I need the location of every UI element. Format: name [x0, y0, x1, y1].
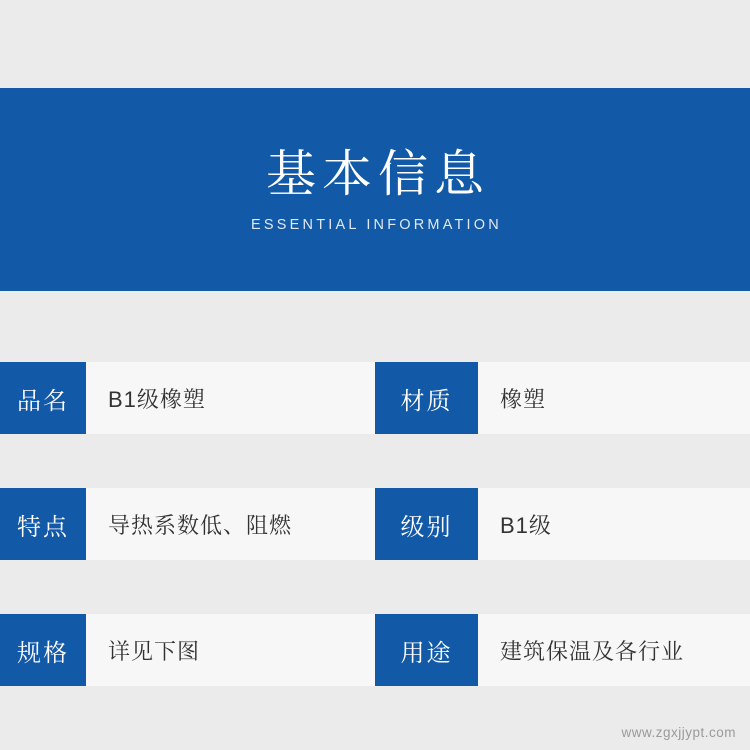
spec-value: B1级橡塑 — [86, 362, 375, 434]
spec-label: 级别 — [375, 488, 478, 560]
spec-pair-right — [375, 362, 750, 434]
banner — [0, 88, 750, 291]
spec-value: B1级 — [478, 488, 750, 560]
spec-pair-left — [0, 614, 375, 686]
spec-label: 材质 — [375, 362, 478, 434]
spec-pair-right — [375, 614, 750, 686]
spec-value: 详见下图 — [86, 614, 375, 686]
table-row — [0, 362, 750, 434]
spec-pair-left — [0, 362, 375, 434]
site-watermark: www.zgxjjypt.com — [621, 725, 736, 740]
spec-pair-left — [0, 488, 375, 560]
table-row — [0, 614, 750, 686]
spec-label: 特点 — [0, 488, 86, 560]
spec-label: 品名 — [0, 362, 86, 434]
spec-value: 橡塑 — [478, 362, 750, 434]
spec-label: 规格 — [0, 614, 86, 686]
spec-table — [0, 362, 750, 740]
spec-value: 导热系数低、阻燃 — [86, 488, 375, 560]
spec-pair-right — [375, 488, 750, 560]
spec-label: 用途 — [375, 614, 478, 686]
banner-title: 基本信息 — [266, 145, 490, 202]
spec-value: 建筑保温及各行业 — [478, 614, 750, 686]
banner-subtitle: ESSENTIAL INFORMATION — [251, 217, 502, 234]
table-row — [0, 488, 750, 560]
